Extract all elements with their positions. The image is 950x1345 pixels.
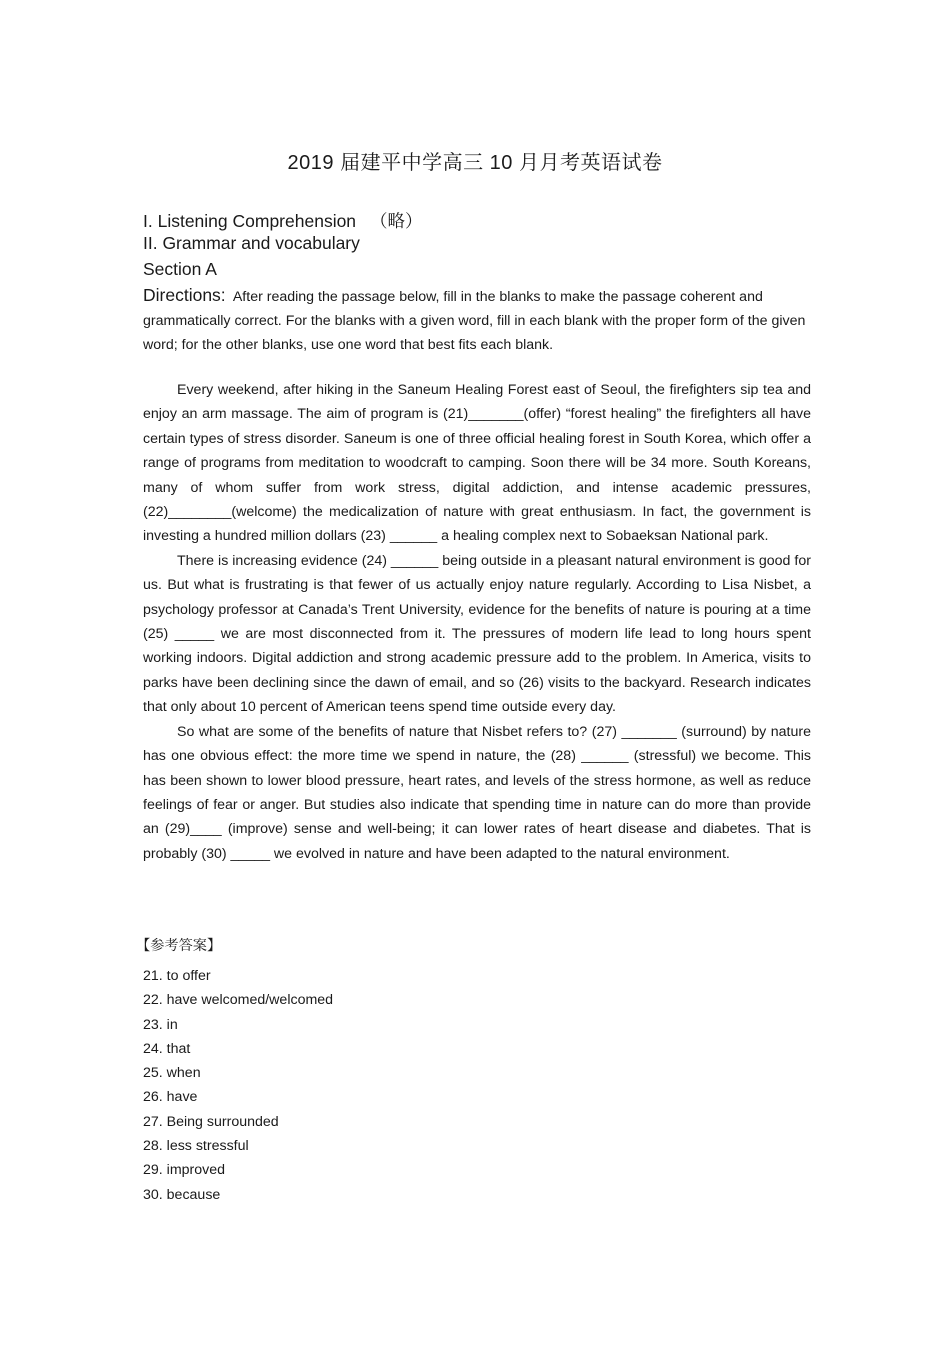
answer-item: 27. Being surrounded bbox=[143, 1113, 279, 1130]
listening-label: I. Listening Comprehension bbox=[143, 211, 357, 231]
passage bbox=[143, 378, 811, 866]
directions bbox=[143, 283, 813, 357]
answer-list bbox=[143, 964, 333, 1207]
answer-item: 21. to offer bbox=[143, 968, 211, 984]
section-heading-section-a: Section A bbox=[143, 259, 217, 279]
passage-paragraph: Every weekend, after hiking in the Saneum Healing Forest east of Seoul, the firefighters sip tea and enjoy an arm massage. The aim of program is (21)_______(offer) “forest healing” the firefighters all have certain types of stress disorder. Saneum is one of three official healing forest in South Korea, which offer a range of programs from meditation to woodcraft to camping. Soon there will be 34 more. South Koreans, many of whom suffer from work stress, digital addiction, and intense academic pressures, (22)________(welcome) the medicalization of nature with great enthusiasm. In fact, the government is investing a hundred million dollars (23) ______ a healing complex next to Sobaeksan National park. bbox=[143, 382, 811, 545]
answer-key-heading: 【参考答案】 bbox=[136, 938, 222, 954]
section-heading-listening bbox=[143, 208, 423, 233]
section-heading-grammar: II. Grammar and vocabulary bbox=[143, 233, 360, 253]
page-title: 2019 届建平中学高三 10 月月考英语试卷 bbox=[287, 152, 663, 174]
passage-paragraph: There is increasing evidence (24) ______ being outside in a pleasant natural environment is good for us. But what is frustrating is that fewer of us actually enjoy nature regularly. According to Lisa Nisbet, a psychology professor at Canada’s Trent University, evidence for the benefits of nature is pouring at a time (25) _____ we are most disconnected from it. The pressures of modern life lead to long hours spent working indoors. Digital addiction and strong academic pressure add to the problem. In America, visits to parks have been declining since the dawn of email, and so (26) visits to the backyard. Research indicates that only about 10 percent of American teens spend time outside every day. bbox=[143, 552, 811, 716]
directions-text: After reading the passage below, fill in the blanks to make the passage coherent and grammatically correct. For the blanks with a given word, fill in each blank with the proper form of the given word; for the other blanks, use one word that best fits each blank. bbox=[143, 289, 806, 353]
answer-item: 23. in bbox=[143, 1016, 178, 1033]
directions-label: Directions: bbox=[143, 285, 226, 305]
passage-paragraph: So what are some of the benefits of nature that Nisbet refers to? (27) _______ (surround) by nature has one obvious effect: the more time we spend in nature, the (28) ______ (stressful) we become. This has been shown to lower blood pressure, heart rates, and levels of the stress hormone, as well as reduce feelings of fear or anger. But studies also indicate that spending time in nature can do more than provide an (29)____ (improve) sense and well-being; it can lower rates of heart disease and diabetes. That is probably (30) _____ we evolved in nature and have been adapted to the natural environment. bbox=[143, 723, 811, 862]
answer-item: 28. less stressful bbox=[143, 1138, 249, 1155]
answer-item: 29. improved bbox=[143, 1162, 226, 1179]
answer-item: 26. have bbox=[143, 1089, 198, 1106]
listening-note: （略） bbox=[370, 211, 423, 231]
answer-item: 30. because bbox=[143, 1186, 221, 1203]
answer-item: 24. that bbox=[143, 1040, 191, 1057]
answer-item: 25. when bbox=[143, 1065, 201, 1082]
answer-item: 22. have welcomed/welcomed bbox=[143, 992, 334, 1009]
